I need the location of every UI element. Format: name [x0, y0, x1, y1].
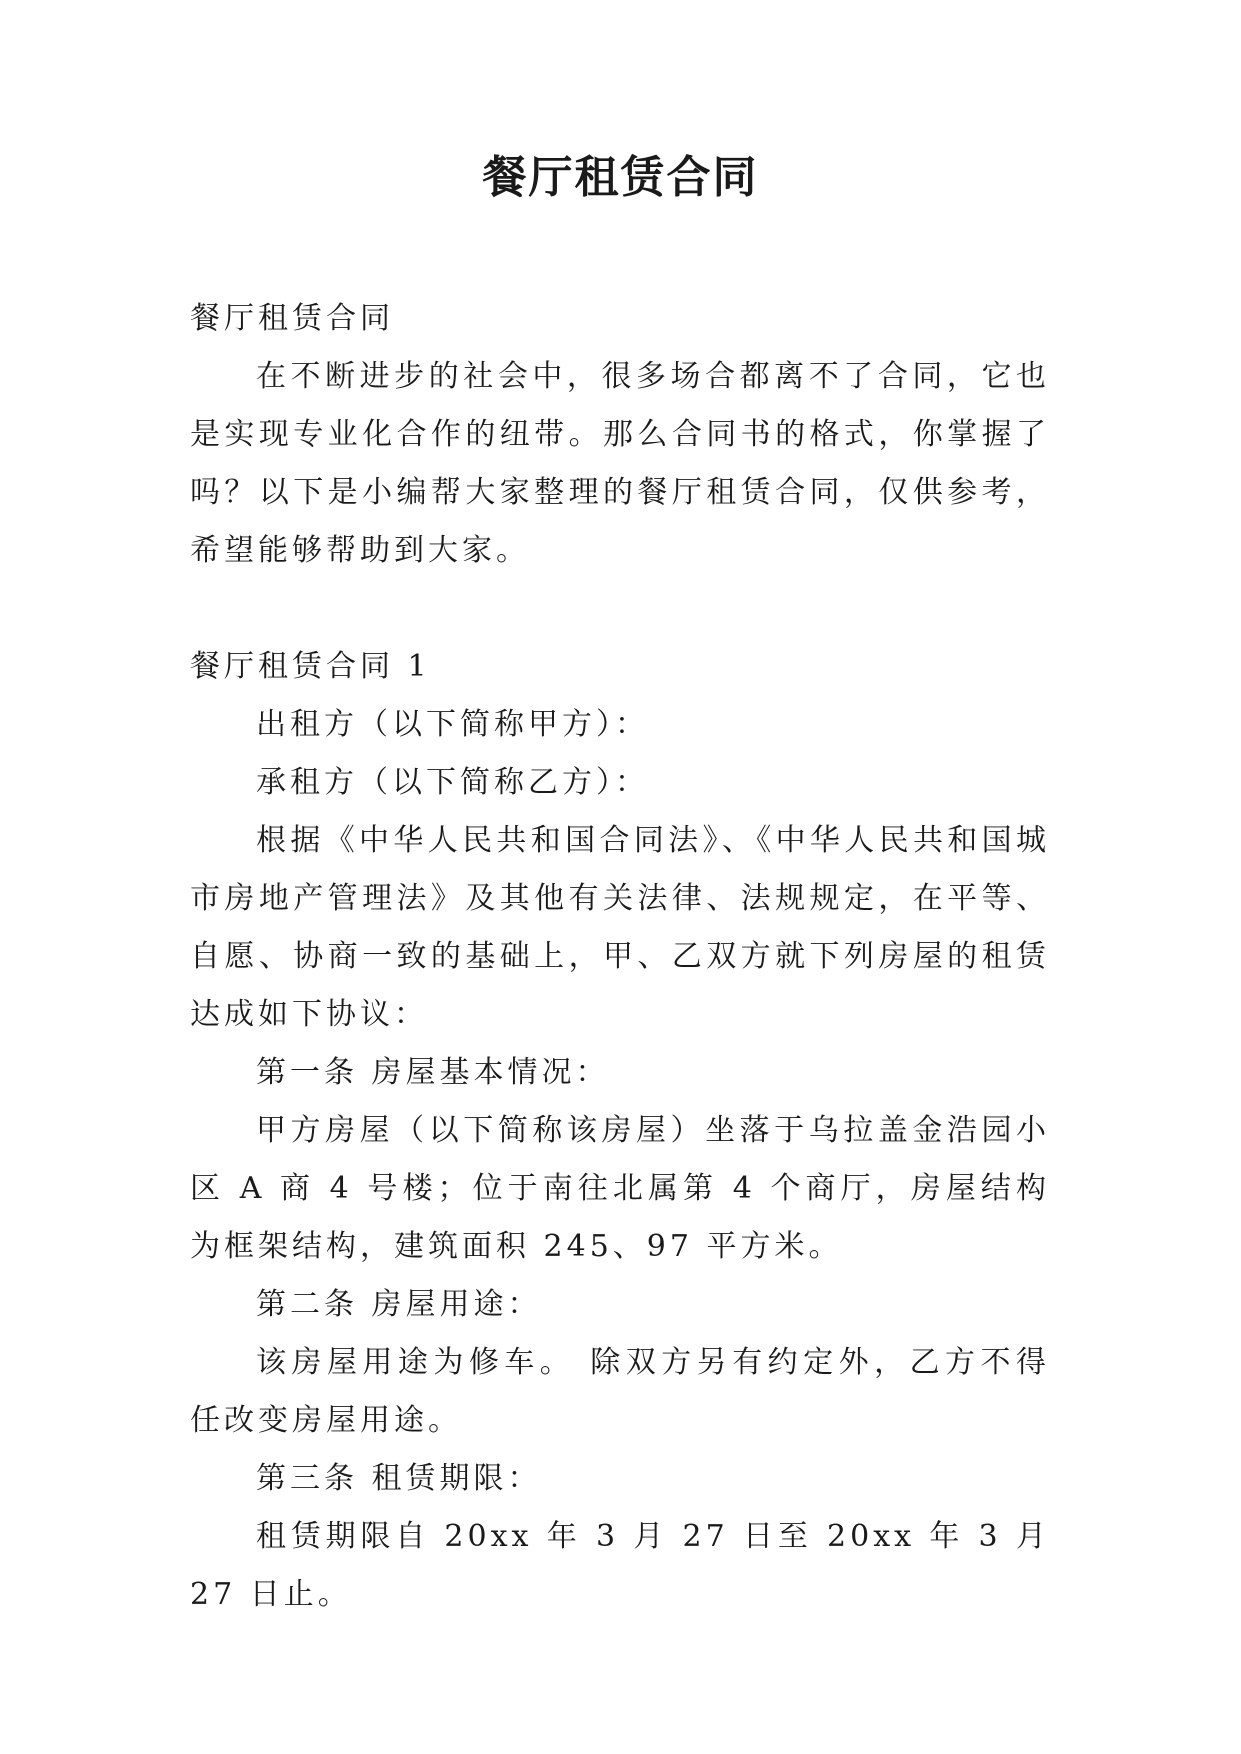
article-1-title: 第一条 房屋基本情况：	[256, 1055, 610, 1090]
document-title: 餐厅租赁合同	[482, 152, 759, 203]
lessee-line: 承租方（以下简称乙方）：	[256, 765, 649, 800]
lessor-line: 出租方（以下简称甲方）：	[256, 707, 649, 742]
intro-heading: 餐厅租赁合同	[190, 301, 394, 336]
preamble-paragraph: 根据《中华人民共和国合同法》、《中华人民共和国城市房地产管理法》及其他有关法律、法规规定，在平等、自愿、协商一致的基础上，甲、乙双方就下列房屋的租赁达成如下协议：	[190, 823, 1050, 1032]
paragraph-spacer	[190, 580, 1050, 638]
article-3-text: 租赁期限自 20xx 年 3 月 27 日至 20xx 年 3 月 27 日止。	[190, 1519, 1050, 1612]
article-3-title: 第三条 租赁期限：	[256, 1461, 542, 1496]
article-1-text: 甲方房屋（以下简称该房屋）坐落于乌拉盖金浩园小区 A 商 4 号楼；位于南往北属第 4 个商厅，房屋结构为框架结构，建筑面积 245、97 平方米。	[190, 1113, 1050, 1264]
article-2-text: 该房屋用途为修车。 除双方另有约定外，乙方不得任改变房屋用途。	[190, 1345, 1050, 1438]
intro-paragraph: 在不断进步的社会中，很多场合都离不了合同，它也是实现专业化合作的纽带。那么合同书的格式，你掌握了吗？以下是小编帮大家整理的餐厅租赁合同，仅供参考，希望能够帮助到大家。	[190, 359, 1050, 568]
document-body	[190, 290, 1050, 1624]
contract-heading: 餐厅租赁合同 1	[190, 649, 431, 684]
article-2-title: 第二条 房屋用途：	[256, 1287, 542, 1322]
